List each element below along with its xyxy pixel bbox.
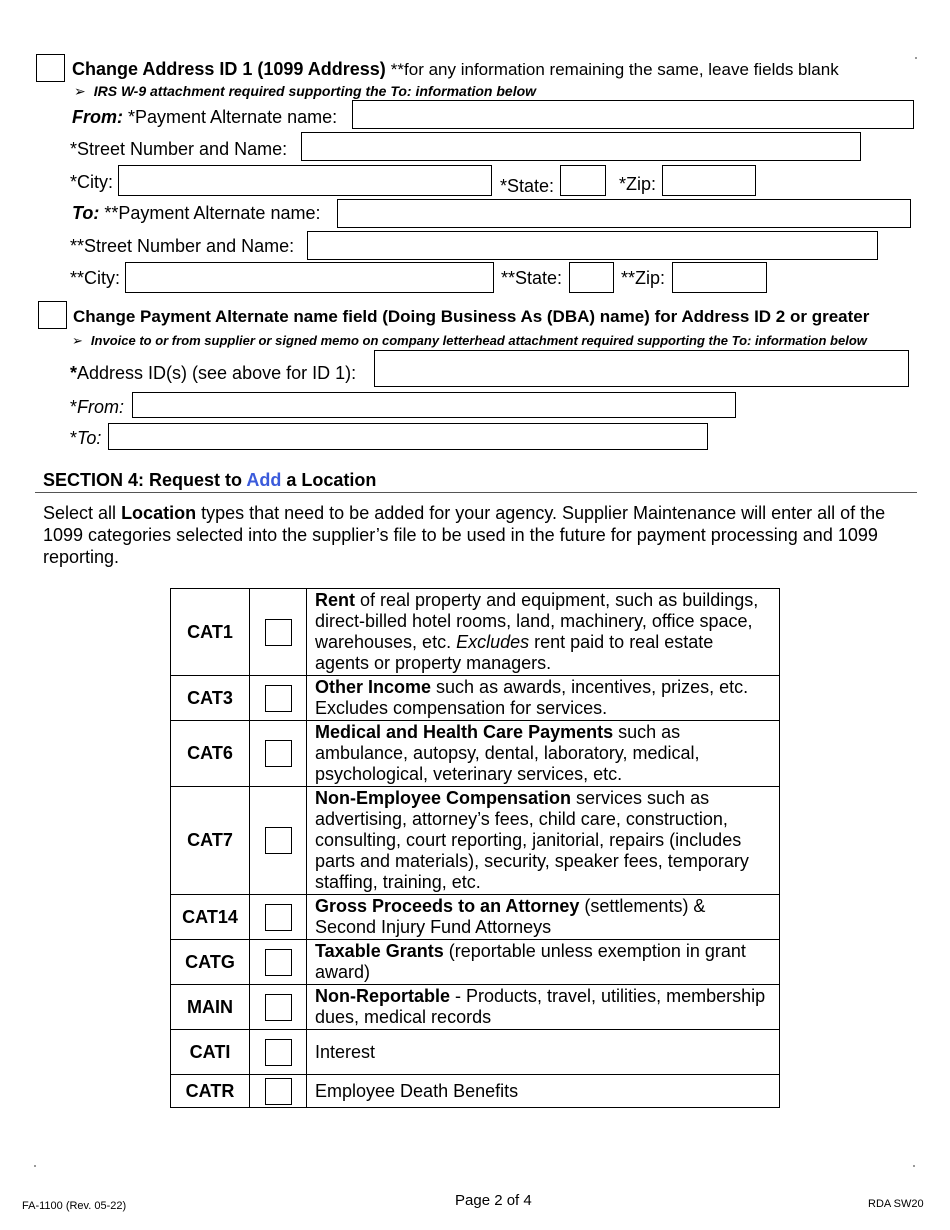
from-payment-alt-name-input[interactable] <box>352 100 914 129</box>
address-ids-star: * <box>70 363 78 383</box>
from-city-label: *City: <box>70 172 114 192</box>
category-table <box>170 588 780 1108</box>
section-4-intro <box>43 502 913 568</box>
category-checkbox[interactable] <box>265 1078 292 1105</box>
from-street-input[interactable] <box>301 132 861 161</box>
change-dba-checkbox[interactable] <box>38 301 67 329</box>
doc-code: RDA SW20 <box>868 1198 924 1210</box>
from-street-label: *Street Number and Name: <box>70 139 288 159</box>
category-description: Rent of real property and equipment, such as buildings, direct-billed hotel rooms, land, machinery, office space, warehouses, etc. Excludes rent paid to real estate agents or property managers. <box>307 589 780 676</box>
section-4-title-suffix: a Location <box>286 470 377 490</box>
dba-from-text: From: <box>77 397 125 417</box>
intro-after: types that need to be added for your agency. Supplier Maintenance will enter all of the 1099 categories selected into the supplier’s file to be used in the future for payment processing and 1099 reporting. <box>43 503 886 567</box>
to-street-input[interactable] <box>307 231 878 260</box>
change-address-heading <box>72 59 839 80</box>
category-code: CATI <box>171 1030 250 1075</box>
change-address-note: **for any information remaining the same, leave fields blank <box>390 60 839 79</box>
table-row <box>171 589 780 676</box>
category-code: CAT1 <box>171 589 250 676</box>
to-city-label: **City: <box>70 268 121 288</box>
from-payment-alt-name-text: *Payment Alternate name: <box>128 107 338 127</box>
dba-from-star: * <box>70 397 78 417</box>
category-description: Employee Death Benefits <box>307 1075 780 1108</box>
table-row <box>171 787 780 895</box>
category-description: Other Income such as awards, incentives, prizes, etc. Excludes compensation for services. <box>307 676 780 721</box>
w9-requirement-note <box>74 83 536 99</box>
to-prefix: To: <box>72 203 100 223</box>
section-4-title-add: Add <box>246 470 282 490</box>
category-checkbox[interactable] <box>265 949 292 976</box>
to-city-input[interactable] <box>125 262 494 293</box>
category-checkbox[interactable] <box>265 827 292 854</box>
dba-to-text: To: <box>77 428 102 448</box>
category-code: CAT14 <box>171 895 250 940</box>
dba-to-label <box>70 428 101 448</box>
table-row <box>171 985 780 1030</box>
to-street-label: **Street Number and Name: <box>70 236 295 256</box>
address-ids-input[interactable] <box>374 350 909 387</box>
from-payment-alt-name-label <box>72 107 337 127</box>
page-number: Page 2 of 4 <box>455 1192 532 1209</box>
corner-mark <box>915 57 917 59</box>
from-zip-label: *Zip: <box>619 174 657 194</box>
from-prefix: From: <box>72 107 123 127</box>
to-payment-alt-name-text: **Payment Alternate name: <box>104 203 321 223</box>
to-payment-alt-name-label <box>72 203 320 223</box>
category-checkbox[interactable] <box>265 740 292 767</box>
category-checkbox[interactable] <box>265 1039 292 1066</box>
category-description: Gross Proceeds to an Attorney (settlements) & Second Injury Fund Attorneys <box>307 895 780 940</box>
table-row <box>171 895 780 940</box>
category-code: CATG <box>171 940 250 985</box>
from-zip-input[interactable] <box>662 165 756 196</box>
category-checkbox[interactable] <box>265 685 292 712</box>
to-zip-label: **Zip: <box>621 268 666 288</box>
dba-requirement-note <box>72 333 867 349</box>
section-4-title <box>43 470 376 491</box>
change-address-title: Change Address ID 1 (1099 Address) <box>72 59 386 79</box>
table-row <box>171 1030 780 1075</box>
dba-to-input[interactable] <box>108 423 708 450</box>
category-description: Taxable Grants (reportable unless exemption in grant award) <box>307 940 780 985</box>
address-ids-text: Address ID(s) (see above for ID 1): <box>77 363 357 383</box>
to-state-label: **State: <box>501 268 563 288</box>
category-checkbox[interactable] <box>265 619 292 646</box>
intro-bold: Location <box>121 503 197 523</box>
section-divider <box>35 492 917 493</box>
category-code: CAT3 <box>171 676 250 721</box>
to-payment-alt-name-input[interactable] <box>337 199 911 228</box>
dba-requirement-text: Invoice to or from supplier or signed memo on company letterhead attachment required supporting the To: information below <box>90 333 867 348</box>
category-code: CAT6 <box>171 721 250 787</box>
category-checkbox[interactable] <box>265 904 292 931</box>
dba-from-label <box>70 397 124 417</box>
section-4-title-prefix: SECTION 4: Request to <box>43 470 243 490</box>
arrow-bullet-icon: ➢ <box>74 83 86 99</box>
from-state-label: *State: <box>500 176 555 196</box>
arrow-bullet-icon: ➢ <box>72 333 83 348</box>
table-row <box>171 940 780 985</box>
corner-mark <box>34 1165 36 1167</box>
category-description: Medical and Health Care Payments such as ambulance, autopsy, dental, laboratory, medical, psychological, veterinary services, etc. <box>307 721 780 787</box>
category-code: CATR <box>171 1075 250 1108</box>
category-description: Non-Employee Compensation services such as advertising, attorney’s fees, child care, construction, consulting, court reporting, janitorial, repairs (includes parts and materials), security, speaker fees, temporary staffing, training, etc. <box>307 787 780 895</box>
to-zip-input[interactable] <box>672 262 767 293</box>
intro-before: Select all <box>43 503 117 523</box>
corner-mark <box>913 1165 915 1167</box>
category-checkbox[interactable] <box>265 994 292 1021</box>
address-ids-label <box>70 363 356 383</box>
change-dba-title: Change Payment Alternate name field (Doing Business As (DBA) name) for Address ID 2 or greater <box>73 307 870 326</box>
form-id: FA-1100 (Rev. 05-22) <box>22 1200 127 1212</box>
category-description: Interest <box>307 1030 780 1075</box>
from-state-input[interactable] <box>560 165 606 196</box>
dba-from-input[interactable] <box>132 392 736 418</box>
table-row <box>171 1075 780 1108</box>
from-city-input[interactable] <box>118 165 492 196</box>
category-code: MAIN <box>171 985 250 1030</box>
category-description: Non-Reportable - Products, travel, utilities, membership dues, medical records <box>307 985 780 1030</box>
table-row <box>171 676 780 721</box>
dba-to-star: * <box>70 428 78 448</box>
change-address-checkbox[interactable] <box>36 54 65 82</box>
table-row <box>171 721 780 787</box>
w9-requirement-text: IRS W-9 attachment required supporting the To: information below <box>93 83 537 99</box>
category-code: CAT7 <box>171 787 250 895</box>
to-state-input[interactable] <box>569 262 614 293</box>
